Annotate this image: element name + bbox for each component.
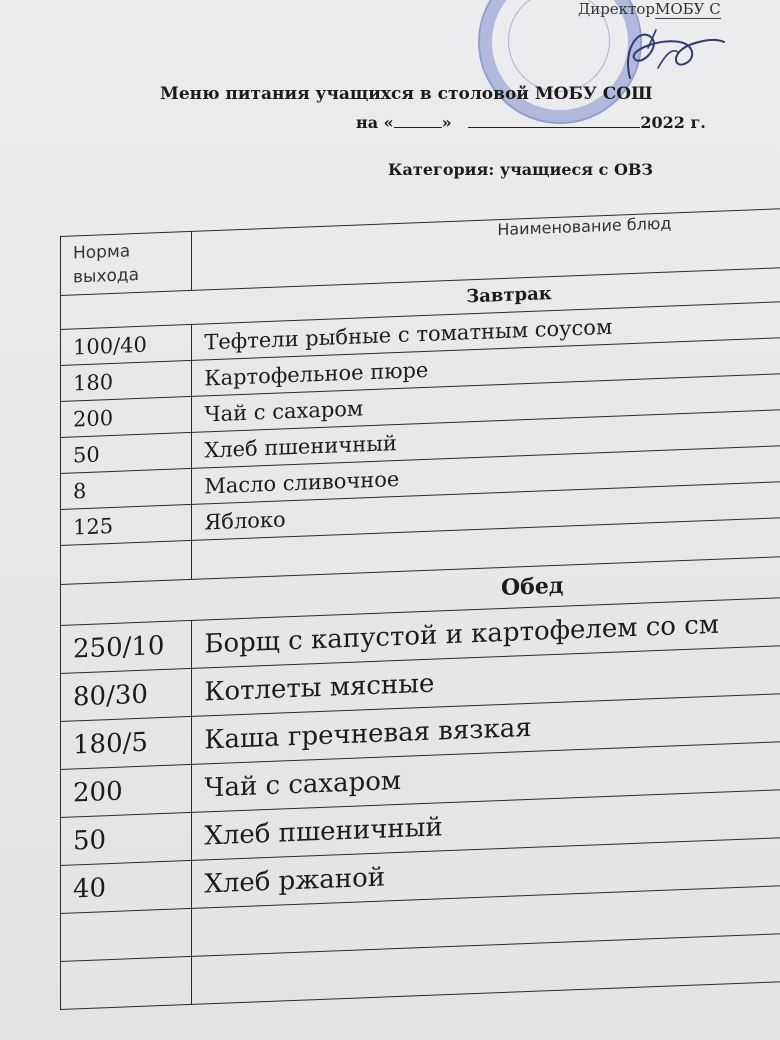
empty-norm-cell (61, 908, 192, 961)
dish-cell: Тефтели рыбные с томатным соусом (192, 300, 780, 360)
section-breakfast: Завтрак (61, 266, 780, 329)
dish-cell: Чай с сахаром (192, 372, 780, 432)
norm-cell: 40 (61, 860, 192, 913)
document-header (0, 0, 780, 240)
norm-cell: 180/5 (61, 716, 192, 769)
date-year: 2022 г. (640, 113, 706, 132)
dish-cell: Чай с сахаром (192, 740, 780, 812)
dish-cell: Хлеб пшеничный (192, 408, 780, 468)
dish-cell: Котлеты мясные (192, 644, 780, 716)
norm-cell: 180 (61, 360, 192, 401)
dish-cell: Масло сливочное (192, 444, 780, 504)
norm-cell: 8 (61, 468, 192, 509)
norm-cell: 100/40 (61, 324, 192, 365)
dish-cell: Картофельное пюре (192, 336, 780, 396)
date-line (356, 113, 706, 132)
header-norm: Норма выхода (61, 231, 192, 295)
day-blank (394, 113, 442, 128)
page-title: Меню питания учащихся в столовой МОБУ СОШ (160, 84, 653, 104)
header-dish: Наименование блюд (192, 207, 780, 290)
norm-cell: 250/10 (61, 620, 192, 673)
dish-cell: Борщ с капустой и картофелем со см (192, 596, 780, 668)
menu-table (60, 207, 780, 1010)
dish-cell: Хлеб ржаной (192, 836, 780, 908)
director-label: Директор (578, 0, 655, 18)
month-blank (468, 113, 640, 128)
empty-norm-cell (61, 540, 192, 584)
section-lunch: Обед (61, 555, 780, 625)
norm-cell: 200 (61, 764, 192, 817)
dish-cell: Хлеб пшеничный (192, 788, 780, 860)
director-org: МОБУ С (654, 0, 721, 18)
norm-cell: 125 (61, 504, 192, 545)
dish-cell: Яблоко (192, 480, 780, 540)
norm-cell: 200 (61, 396, 192, 437)
director-line (578, 0, 721, 18)
date-prefix: на « (356, 113, 394, 132)
norm-cell: 50 (61, 812, 192, 865)
category-line: Категория: учащиеся с ОВЗ (388, 160, 653, 179)
empty-norm-cell (61, 956, 192, 1009)
date-mid: » (441, 113, 452, 132)
norm-cell: 80/30 (61, 668, 192, 721)
dish-cell: Каша гречневая вязкая (192, 692, 780, 764)
norm-cell: 50 (61, 432, 192, 473)
